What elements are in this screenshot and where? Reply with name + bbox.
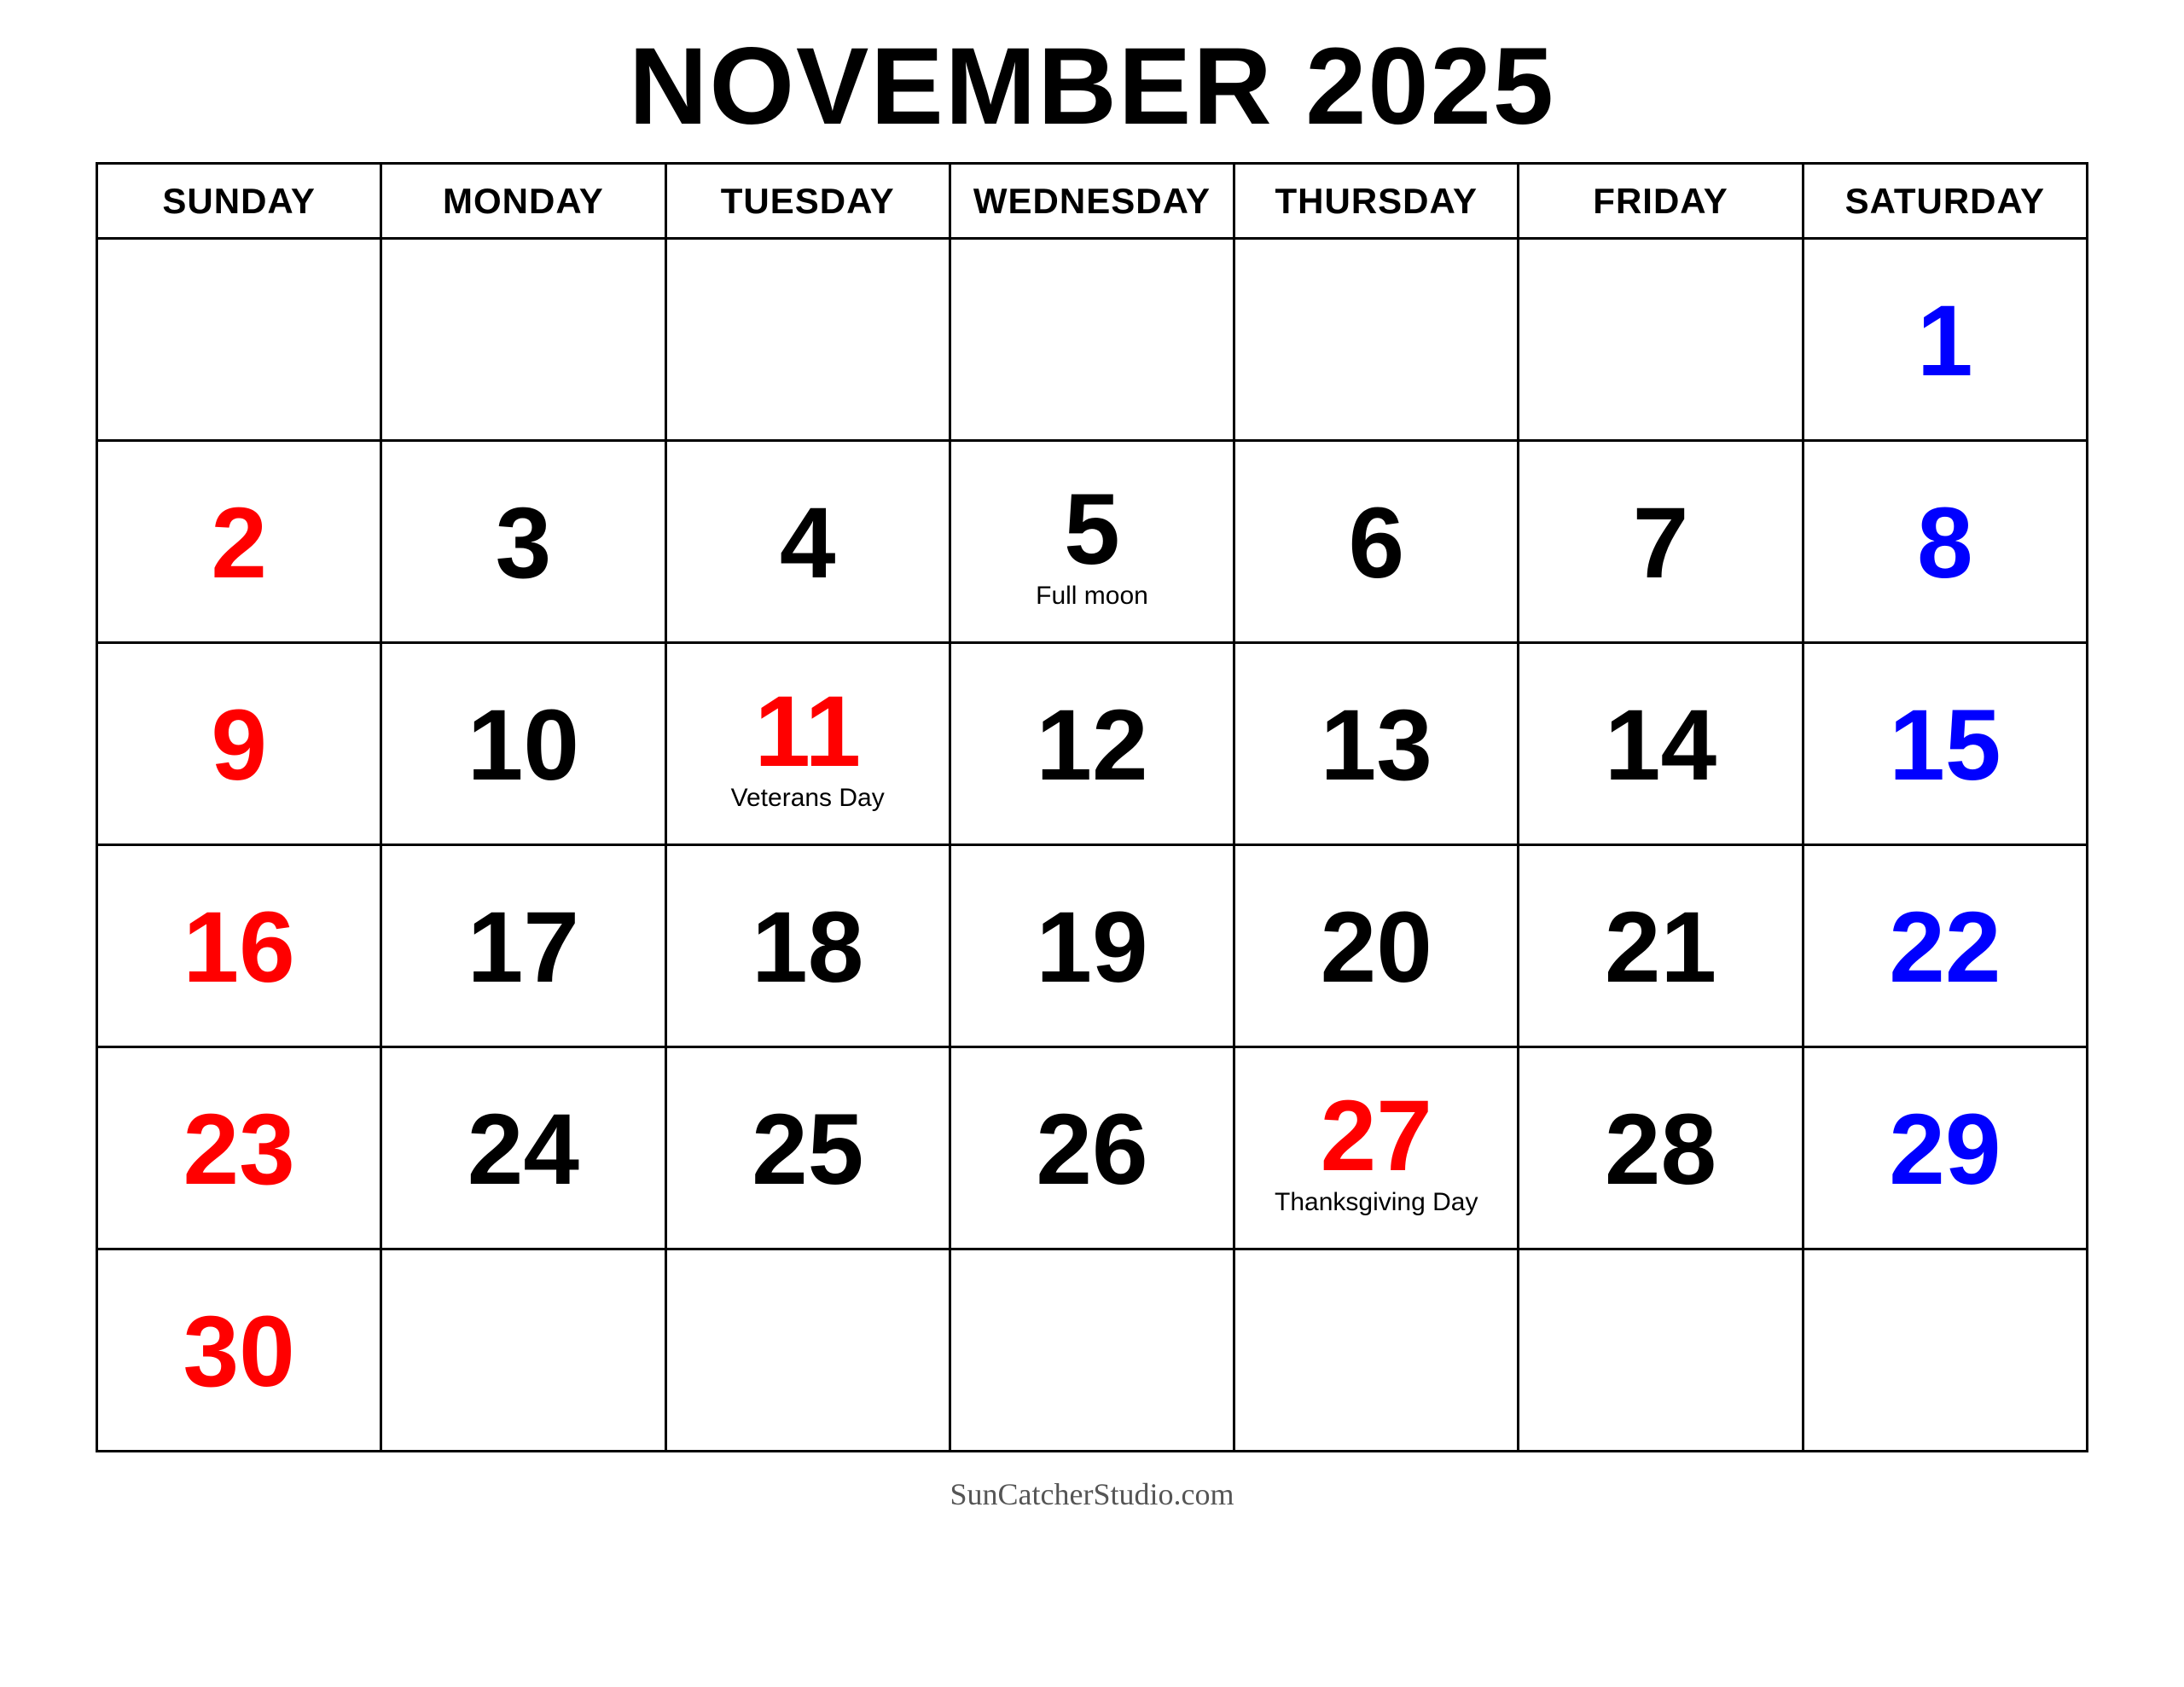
day-cell[interactable]	[1804, 644, 2088, 846]
weekday-label: TUESDAY	[720, 180, 895, 221]
weekday-header-cell	[667, 165, 951, 240]
day-number: 22	[1889, 891, 2001, 1004]
day-cell[interactable]	[1519, 644, 1804, 846]
week-row	[98, 846, 2088, 1048]
day-event: Veterans Day	[730, 783, 885, 812]
weekday-header-cell	[1804, 165, 2088, 240]
day-number: 29	[1889, 1093, 2001, 1206]
day-cell[interactable]	[1235, 1048, 1519, 1250]
weekday-label: SATURDAY	[1844, 180, 2046, 221]
day-cell[interactable]	[382, 1250, 666, 1452]
day-number: 15	[1889, 689, 2001, 802]
day-number: 11	[754, 675, 862, 788]
day-number: 21	[1604, 891, 1717, 1004]
day-number: 20	[1320, 891, 1432, 1004]
day-number: 14	[1604, 689, 1717, 802]
page-title: NOVEMBER 2025	[629, 26, 1555, 148]
day-cell[interactable]	[98, 442, 382, 644]
day-number: 23	[183, 1093, 295, 1206]
calendar-grid	[96, 162, 2088, 1452]
day-event: Thanksgiving Day	[1275, 1187, 1478, 1216]
day-cell[interactable]	[667, 442, 951, 644]
weekday-header-cell	[1519, 165, 1804, 240]
weekday-header-cell	[1235, 165, 1519, 240]
day-number: 4	[779, 487, 836, 600]
day-number: 30	[183, 1296, 295, 1408]
day-cell[interactable]	[1235, 1250, 1519, 1452]
week-row	[98, 1048, 2088, 1250]
day-cell[interactable]	[1519, 1250, 1804, 1452]
weekday-label: WEDNESDAY	[973, 180, 1211, 221]
day-number: 18	[752, 891, 864, 1004]
weekday-header-cell	[382, 165, 666, 240]
day-cell[interactable]	[1519, 1048, 1804, 1250]
weekday-label: THURSDAY	[1275, 180, 1478, 221]
day-number: 24	[467, 1093, 580, 1206]
day-cell[interactable]	[1804, 846, 2088, 1048]
weekday-header-cell	[951, 165, 1235, 240]
day-cell[interactable]	[951, 240, 1235, 442]
day-number: 27	[1320, 1079, 1432, 1192]
day-cell[interactable]	[1235, 644, 1519, 846]
footer-credit[interactable]: SunCatcherStudio.com	[950, 1477, 1234, 1511]
day-number: 5	[1064, 472, 1120, 586]
day-cell[interactable]	[98, 1250, 382, 1452]
day-cell[interactable]	[951, 644, 1235, 846]
day-cell[interactable]	[1519, 240, 1804, 442]
day-cell[interactable]	[98, 240, 382, 442]
day-cell[interactable]	[382, 1048, 666, 1250]
week-row	[98, 240, 2088, 442]
day-cell[interactable]	[382, 644, 666, 846]
day-number: 28	[1604, 1093, 1717, 1206]
week-row	[98, 442, 2088, 644]
day-number: 26	[1036, 1093, 1148, 1206]
day-cell[interactable]	[1804, 442, 2088, 644]
day-cell[interactable]	[1235, 442, 1519, 644]
day-number: 10	[467, 689, 580, 802]
day-number: 13	[1320, 689, 1432, 802]
day-cell[interactable]	[667, 644, 951, 846]
weekday-label: FRIDAY	[1593, 180, 1728, 221]
weekday-label: SUNDAY	[162, 180, 316, 221]
day-number: 16	[183, 891, 295, 1004]
day-cell[interactable]	[382, 442, 666, 644]
weekday-header-row	[98, 165, 2088, 240]
day-number: 12	[1036, 689, 1148, 802]
day-cell[interactable]	[1804, 1048, 2088, 1250]
day-number: 9	[211, 689, 267, 802]
weekday-header-cell	[98, 165, 382, 240]
day-cell[interactable]	[1804, 240, 2088, 442]
day-cell[interactable]	[667, 1048, 951, 1250]
day-number: 6	[1348, 487, 1405, 600]
day-number: 8	[1917, 487, 1973, 600]
day-cell[interactable]	[98, 644, 382, 846]
day-cell[interactable]	[1235, 846, 1519, 1048]
day-cell[interactable]	[951, 846, 1235, 1048]
day-cell[interactable]	[382, 240, 666, 442]
day-cell[interactable]	[1235, 240, 1519, 442]
week-row	[98, 644, 2088, 846]
day-cell[interactable]	[1804, 1250, 2088, 1452]
day-number: 1	[1917, 285, 1973, 397]
day-cell[interactable]	[382, 846, 666, 1048]
day-cell[interactable]	[98, 846, 382, 1048]
day-cell[interactable]	[951, 1250, 1235, 1452]
day-number: 3	[495, 487, 552, 600]
day-cell[interactable]	[667, 1250, 951, 1452]
day-number: 17	[467, 891, 580, 1004]
week-row	[98, 1250, 2088, 1452]
day-number: 7	[1632, 487, 1689, 600]
day-cell[interactable]	[667, 846, 951, 1048]
day-number: 25	[752, 1093, 864, 1206]
day-cell[interactable]	[667, 240, 951, 442]
day-event: Full moon	[1036, 581, 1148, 610]
day-cell[interactable]	[98, 1048, 382, 1250]
day-cell[interactable]	[1519, 846, 1804, 1048]
day-cell[interactable]	[951, 1048, 1235, 1250]
day-cell[interactable]	[1519, 442, 1804, 644]
day-number: 2	[211, 487, 267, 600]
day-number: 19	[1036, 891, 1148, 1004]
weekday-label: MONDAY	[443, 180, 604, 221]
day-cell[interactable]	[951, 442, 1235, 644]
